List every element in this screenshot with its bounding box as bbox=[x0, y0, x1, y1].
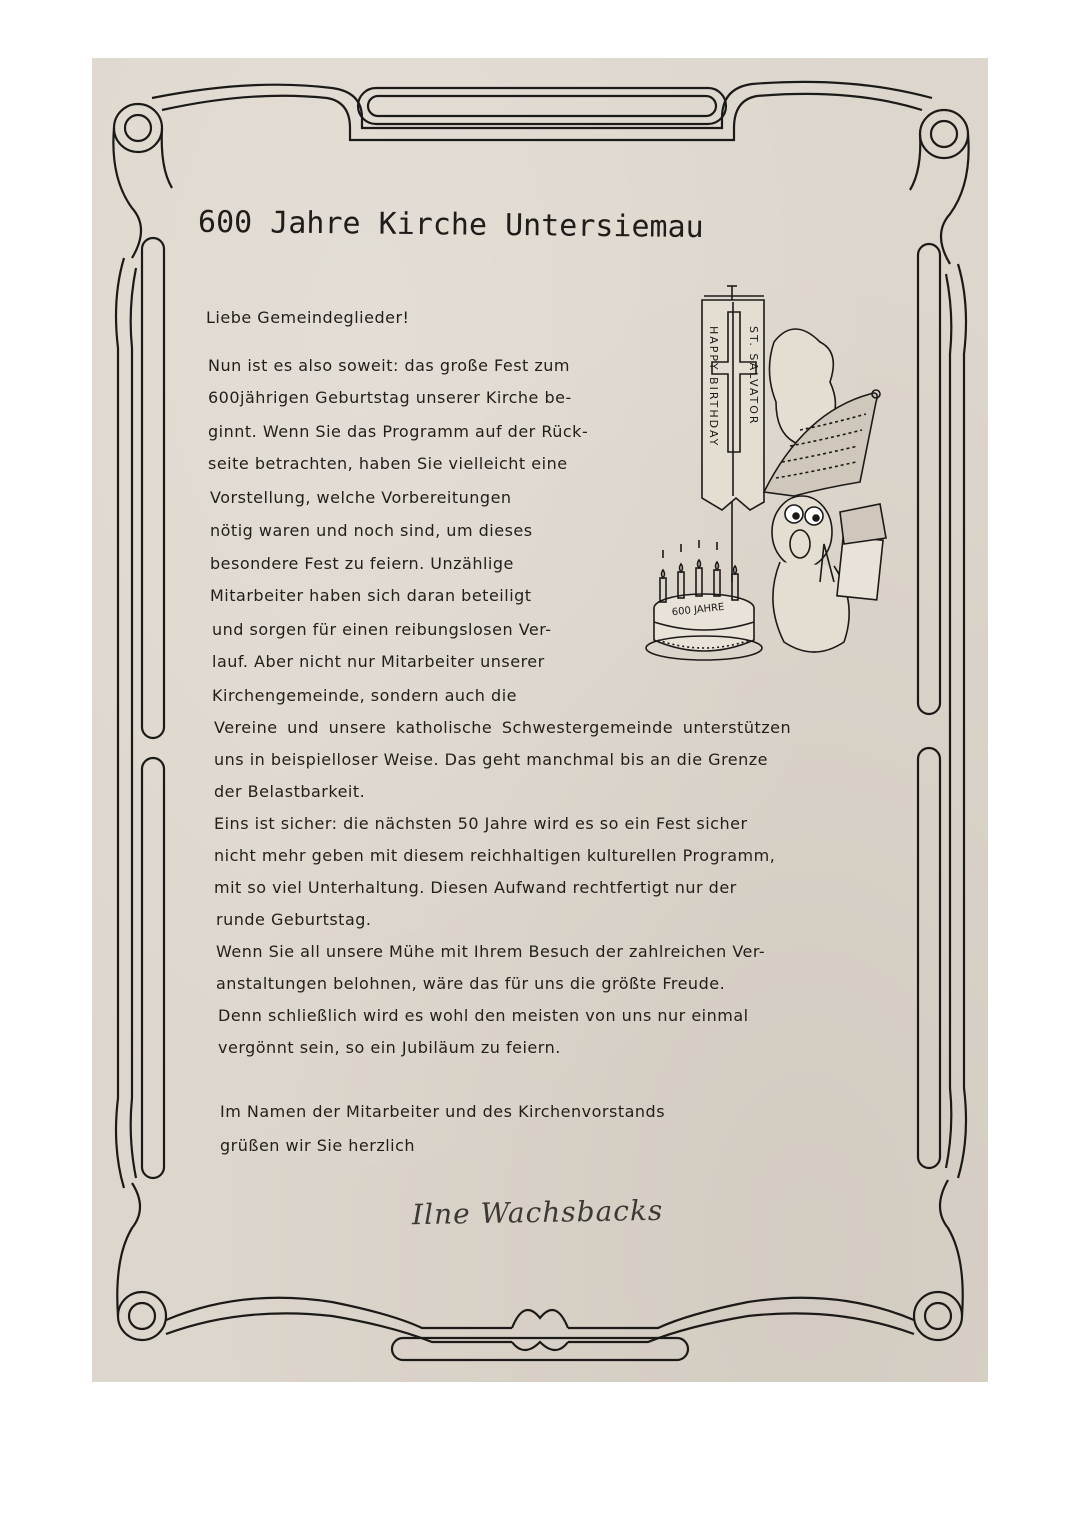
greeting: Liebe Gemeindeglieder! bbox=[206, 308, 410, 327]
closing-line: grüßen wir Sie herzlich bbox=[220, 1136, 416, 1155]
banner-left-label: HAPPY BIRTHDAY bbox=[707, 326, 720, 448]
body-line: runde Geburtstag. bbox=[216, 910, 372, 929]
body-line: Vereine und unsere katholische Schwestergemeinde unterstützen bbox=[214, 718, 792, 737]
body-line: der Belastbarkeit. bbox=[214, 782, 366, 801]
body-line: mit so viel Unterhaltung. Diesen Aufwand rechtfertigt nur der bbox=[214, 878, 737, 897]
body-line: Wenn Sie all unsere Mühe mit Ihrem Besuch der zahlreichen Ver- bbox=[216, 942, 766, 961]
body-line: seite betrachten, haben Sie vielleicht eine bbox=[208, 454, 568, 473]
body-line: Kirchengemeinde, sondern auch die bbox=[212, 686, 517, 705]
body-line: uns in beispielloser Weise. Das geht manchmal bis an die Grenze bbox=[214, 750, 769, 769]
body-line: Denn schließlich wird es wohl den meisten von uns nur einmal bbox=[218, 1006, 749, 1025]
body-line: anstaltungen belohnen, wäre das für uns die größte Freude. bbox=[216, 974, 726, 993]
body-line: nicht mehr geben mit diesem reichhaltigen kulturellen Programm, bbox=[214, 846, 776, 865]
body-line: und sorgen für einen reibungslosen Ver- bbox=[212, 620, 552, 639]
document-title: 600 Jahre Kirche Untersiemau bbox=[197, 204, 704, 246]
body-line: vergönnt sein, so ein Jubiläum zu feiern. bbox=[218, 1038, 561, 1057]
banner-right-label: ST. SALVATOR bbox=[747, 326, 760, 426]
closing-line: Im Namen der Mitarbeiter und des Kirchenvorstands bbox=[220, 1102, 666, 1121]
body-line: 600jährigen Geburtstag unserer Kirche be- bbox=[208, 388, 572, 407]
body-line: Mitarbeiter haben sich daran beteiligt bbox=[210, 586, 532, 605]
handwritten-signature: Ilne Wachsbacks bbox=[411, 1193, 664, 1232]
birthday-illustration bbox=[644, 282, 896, 674]
body-line: Nun ist es also soweit: das große Fest zum bbox=[208, 356, 571, 375]
body-line: nötig waren und noch sind, um dieses bbox=[210, 521, 533, 540]
body-line: besondere Fest zu feiern. Unzählige bbox=[210, 554, 514, 573]
paper-sheet bbox=[92, 58, 988, 1382]
body-line: lauf. Aber nicht nur Mitarbeiter unserer bbox=[212, 652, 545, 671]
body-line: Vorstellung, welche Vorbereitungen bbox=[210, 488, 512, 507]
body-line: ginnt. Wenn Sie das Programm auf der Rück- bbox=[208, 422, 589, 441]
body-line: Eins ist sicher: die nächsten 50 Jahre wird es so ein Fest sicher bbox=[214, 814, 748, 833]
cake-label: 600 JAHRE bbox=[671, 601, 725, 619]
